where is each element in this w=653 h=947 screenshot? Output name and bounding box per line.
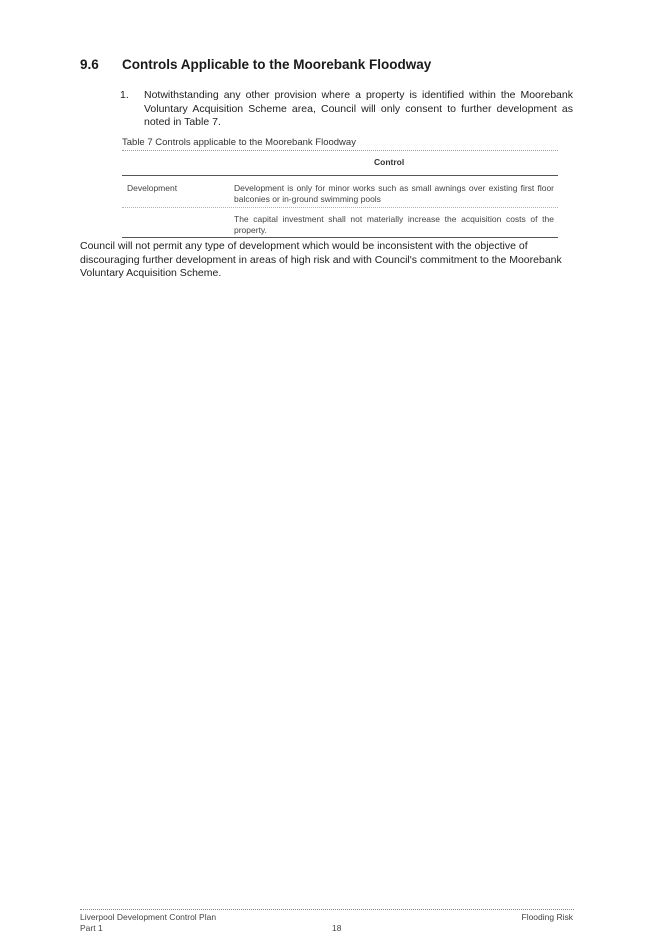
list-marker: 1.: [120, 89, 129, 101]
section-number: 9.6: [80, 57, 99, 72]
body-paragraph: Council will not permit any type of development which would be inconsistent with the objective of discouraging further development in areas of high risk and with Council's commitment to the Moorebank Voluntary Acquisition Scheme.: [80, 240, 562, 279]
footer-part: Part 1: [80, 923, 103, 933]
header-divider: [122, 175, 558, 176]
paragraph-text: Notwithstanding any other provision where a property is identified within the Moorebank Voluntary Acquisition Scheme area, Council will only consent to further development as noted in Table 7.: [144, 89, 573, 128]
page-number: 18: [332, 923, 342, 933]
table-bottom-rule: [122, 237, 558, 238]
row-divider: [122, 207, 558, 208]
footer-doc-title: Liverpool Development Control Plan: [80, 912, 217, 922]
table-row-label: Development: [127, 183, 178, 193]
table-cell-control-2: The capital investment shall not materially increase the acquisition costs of the property.: [234, 214, 554, 235]
table-caption: Table 7 Controls applicable to the Moorebank Floodway: [122, 137, 356, 148]
footer-chapter: Flooding Risk: [521, 912, 573, 922]
section-title: Controls Applicable to the Moorebank Floodway: [122, 57, 432, 72]
caption-divider: [122, 150, 558, 151]
table-cell-control-1: Development is only for minor works such as small awnings over existing first floor balconies or in-ground swimming pools: [234, 183, 554, 204]
footer-divider: [80, 909, 574, 910]
table-header-control: Control: [374, 157, 405, 167]
section-heading: [80, 57, 431, 72]
numbered-paragraph: [120, 89, 573, 130]
